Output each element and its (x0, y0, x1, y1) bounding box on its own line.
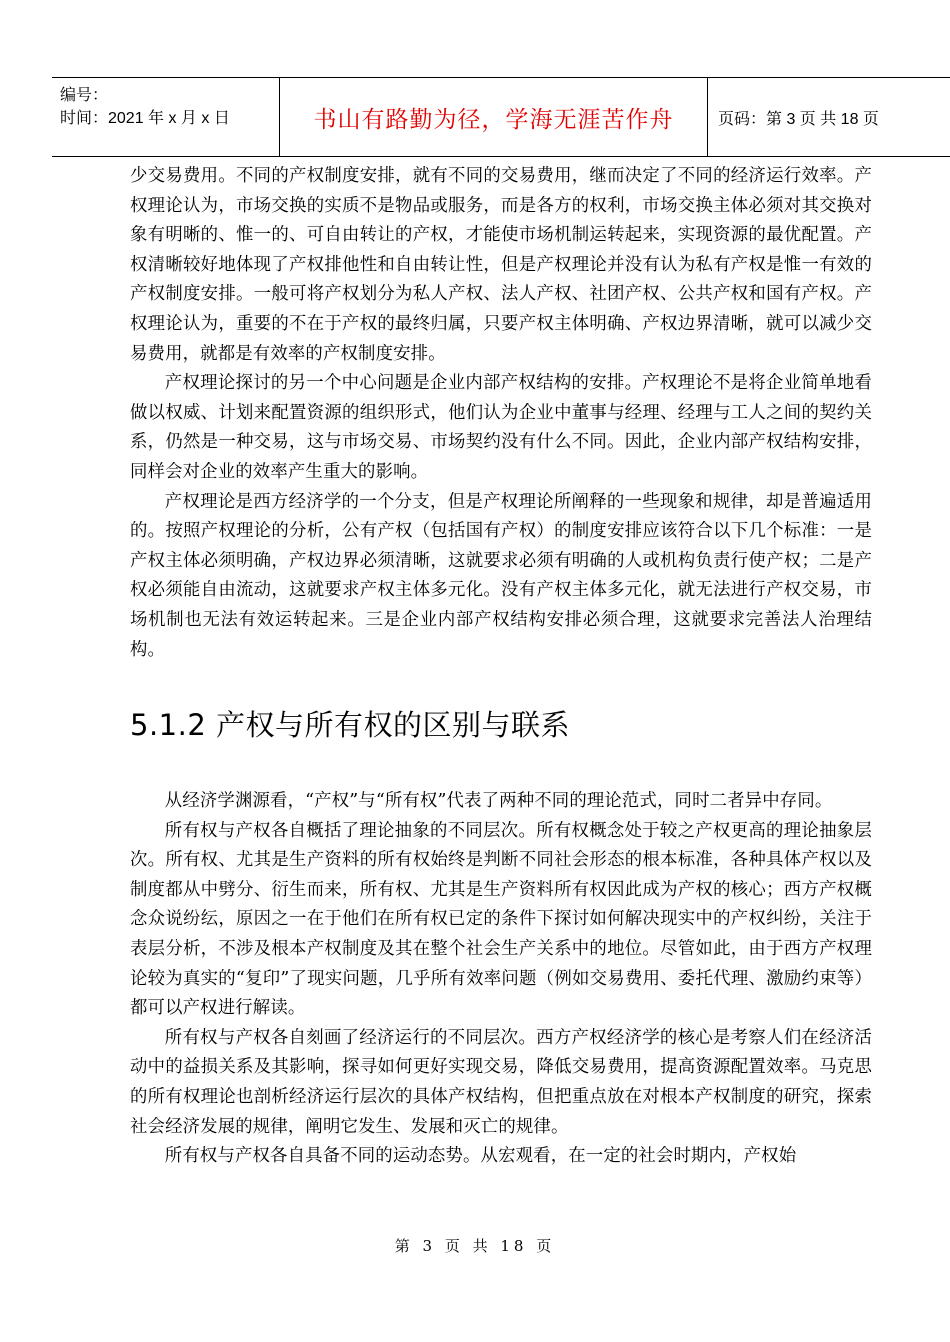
page-header (52, 77, 950, 157)
body-paragraph: 所有权与产权各自概括了理论抽象的不同层次。所有权概念处于较之产权更高的理论抽象层次。所有权、尤其是生产资料的所有权始终是判断不同社会形态的根本标准，各种具体产权以及制度都从中劈分、衍生而来，所有权、尤其是生产资料所有权因此成为产权的核心；西方产权概念众说纷纭，原因之一在于他们在所有权已定的条件下探讨如何解决现实中的产权纠纷，关注于表层分析，不涉及根本产权制度及其在整个社会生产关系中的地位。尽管如此，由于西方产权理论较为真实的“复印”了现实问题，几乎所有效率问题（例如交易费用、委托代理、激励约束等）都可以产权进行解读。 (130, 820, 872, 1019)
body-paragraph: 产权理论是西方经济学的一个分支，但是产权理论所阐释的一些现象和规律，却是普遍适用的。按照产权理论的分析，公有产权（包括国有产权）的制度安排应该符合以下几个标准：一是产权主体必须明确，产权边界必须清晰，这就要求必须有明确的人或机构负责行使产权；二是产权必须能自由流动，这就要求产权主体多元化。没有产权主体多元化，就无法进行产权交易，市场机制也无法有效运转起来。三是企业内部产权结构安排必须合理，这就要求完善法人治理结构。 (130, 491, 872, 660)
body-paragraph: 从经济学渊源看，“产权”与“所有权”代表了两种不同的理论范式，同时二者异中存同。 (164, 791, 833, 812)
document-body (130, 162, 872, 1172)
header-page-cell (708, 78, 950, 156)
body-paragraph: 产权理论探讨的另一个中心问题是企业内部产权结构的安排。产权理论不是将企业简单地看做以权威、计划来配置资源的组织形式，他们认为企业中董事与经理、经理与工人之间的契约关系，仍然是一种交易，这与市场交易、市场契约没有什么不同。因此，企业内部产权结构安排，同样会对企业的效率产生重大的影响。 (130, 373, 872, 482)
page-footer: 第 3 页 共 18 页 (394, 1237, 556, 1255)
header-page-code: 页码：第 3 页 共 18 页 (718, 110, 879, 128)
body-paragraph: 所有权与产权各自具备不同的运动态势。从宏观看，在一定的社会时期内，产权始 (164, 1146, 797, 1167)
header-meta-cell (52, 78, 280, 156)
section-heading: 5.1.2 产权与所有权的区别与联系 (130, 708, 571, 743)
document-time-label: 时间：2021 年 x 月 x 日 (60, 110, 230, 127)
body-paragraph: 所有权与产权各自刻画了经济运行的不同层次。西方产权经济学的核心是考察人们在经济活动中的益损关系及其影响，探寻如何更好实现交易，降低交易费用，提高资源配置效率。马克思的所有权理论也剖析经济运行层次的具体产权结构，但把重点放在对根本产权制度的研究，探索社会经济发展的规律，阐明它发生、发展和灭亡的规律。 (130, 1027, 872, 1137)
document-number-label: 编号： (60, 87, 109, 104)
body-paragraph: 少交易费用。不同的产权制度安排，就有不同的交易费用，继而决定了不同的经济运行效率。产权理论认为，市场交换的实质不是物品或服务，而是各方的权利，市场交换主体必须对其交换对象有明晰的、惟一的、可自由转让的产权，才能使市场机制运转起来，实现资源的最优配置。产权清晰较好地体现了产权排他性和自由转让性，但是产权理论并没有认为私有产权是惟一有效的产权制度安排。一般可将产权划分为私人产权、法人产权、社团产权、公共产权和国有产权。产权理论认为，重要的不在于产权的最终归属，只要产权主体明确、产权边界清晰，就可以减少交易费用，就都是有效率的产权制度安排。 (130, 166, 872, 364)
header-motto-cell (280, 78, 708, 156)
header-motto: 书山有路勤为径，学海无涯苦作舟 (313, 106, 674, 133)
